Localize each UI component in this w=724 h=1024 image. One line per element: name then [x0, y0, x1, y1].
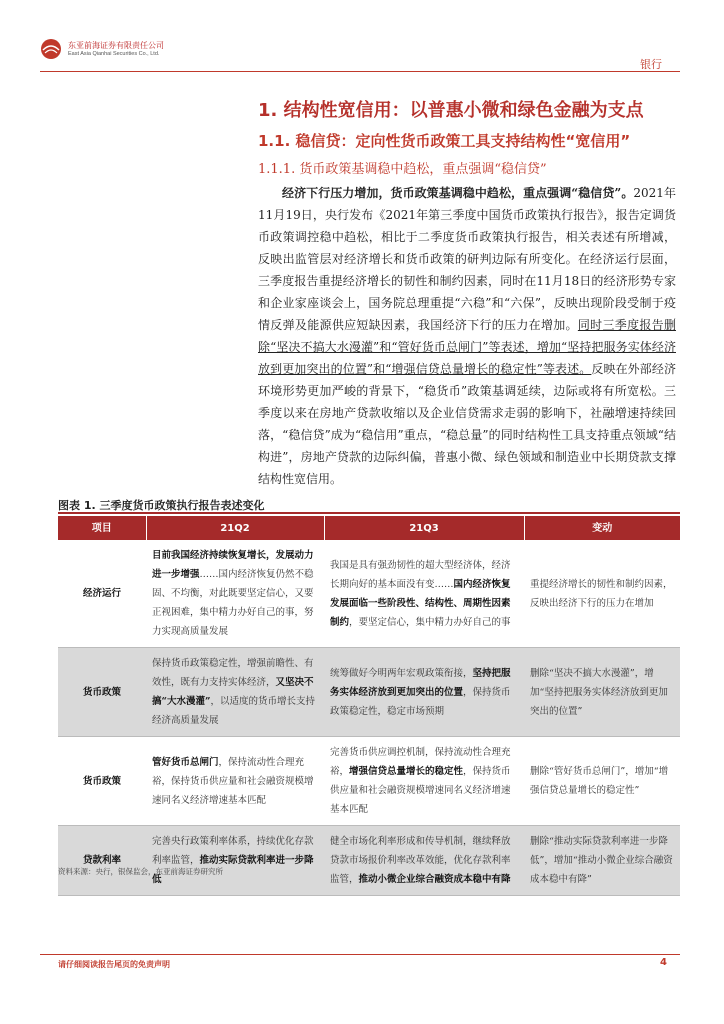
section-heading-2: 1.1. 稳信贷：定向性货币政策工具支持结构性“宽信用”	[258, 132, 631, 150]
header-change: 变动	[524, 516, 680, 540]
cell-text: ，保持流动性合理充裕，保持货币供应量和社会融资规模增速同名义经济增速基本匹配	[152, 756, 314, 806]
paragraph-part-1: 2021年11月19日，央行发布《2021年第三季度中国货币政策执行报告》，报告定调货币政策调控稳中趋松，相比于二季度货币政策执行报告，相关表述有所增减，反映出监管层对经济增长和货币政策的研判边际有所变化。在经济运行层面，三季度报告重提经济增长的韧性和制约因素，同时在11月18日的经济形势专家和企业家座谈会上，国务院总理重提“六稳”和“六保”，反映出现阶段受制于疫情反弹及能源供应短缺因素，我国经济下行的压力在增加。	[258, 186, 676, 332]
cell-text: 完善央行政策利率体系，持续优化存款利率监管，	[152, 836, 314, 866]
cell-text: ，要坚定信心，集中精力办好自己的事	[349, 616, 511, 628]
row-item: 货币政策	[58, 648, 146, 737]
cell-21q3	[324, 540, 524, 648]
figure-source: 资料来源：央行，银保监会，东亚前海证券研究所	[58, 867, 223, 876]
table-row	[58, 648, 680, 737]
paragraph-part-2: 反映在外部经济环境形势更加严峻的背景下，“稳货币”政策基调延续，边际或将有所宽松。三季度以来在房地产贷款收缩以及企业信贷需求走弱的影响下，社融增速持续回落，“稳信贷”成为“稳信用”重点，“稳总量”的同时结构性工具支持重点领域“结构进”，房地产贷款的边际纠偏，普惠小微、绿色领域和制造业中长期贷款支撑结构性宽信用。	[258, 362, 676, 486]
cell-text: 统筹做好今明两年宏观政策衔接，	[330, 667, 473, 679]
sector-label: 银行	[640, 58, 662, 71]
cell-21q2	[146, 540, 324, 648]
cell-text: 我国是具有强劲韧性的超大型经济体，经济长期向好的基本面没有变……	[330, 559, 511, 590]
row-item: 贷款利率	[58, 826, 146, 896]
company-name-en: East Asia Qianhai Securities Co., Ltd.	[68, 51, 160, 57]
cell-text: ，以适度的货币增长支持经济高质量发展	[152, 696, 315, 726]
cell-21q2	[146, 826, 324, 896]
cell-change: 删除“管好货币总闸门”，增加“增强信贷总量增长的稳定性”	[524, 737, 680, 826]
cell-bold-text: 增强信贷总量增长的稳定性	[349, 766, 464, 777]
section-heading-3: 1.1.1. 货币政策基调稳中趋松，重点强调“稳信贷”	[258, 162, 547, 177]
figure-title: 图表 1. 三季度货币政策执行报告表述变化	[58, 499, 265, 512]
cell-21q3	[324, 648, 524, 737]
header-item: 项目	[58, 516, 146, 540]
cell-change: 删除“推动实际贷款利率进一步降低”，增加“推动小微企业综合融资成本稳中有降”	[524, 826, 680, 896]
cell-21q2	[146, 737, 324, 826]
cell-text: 完善货币供应调控机制，保持流动性合理充裕，	[330, 747, 511, 777]
table-header-row	[58, 516, 680, 540]
section-heading-1: 1. 结构性宽信用：以普惠小微和绿色金融为支点	[258, 100, 644, 121]
company-logo-icon	[40, 38, 62, 60]
footer-divider	[40, 954, 680, 955]
cell-bold-text: 目前我国经济持续恢复增长，发展动力进一步增强	[152, 550, 314, 580]
paragraph-lead: 经济下行压力增加，货币政策基调稳中趋松，重点强调“稳信贷”。	[282, 186, 634, 200]
header-21q2: 21Q2	[146, 516, 324, 540]
row-item: 货币政策	[58, 737, 146, 826]
paragraph-underlined: 同时三季度报告删除“坚决不搞大水漫灌”和“管好货币总闸门”等表述，增加“坚持把服务实体经济放到更加突出的位置”和“增强信贷总量增长的稳定性”等表述。	[258, 318, 676, 376]
table-row	[58, 826, 680, 896]
cell-bold-text: 坚持把服务实体经济放到更加突出的位置	[330, 667, 511, 698]
page-header	[40, 38, 680, 72]
header-divider	[40, 71, 680, 72]
body-paragraph	[258, 182, 676, 490]
cell-bold-text: 国内经济恢复发展面临一些阶段性、结构性、周期性因素制约	[330, 578, 511, 628]
cell-bold-text: 管好货币总闸门	[152, 756, 219, 768]
cell-bold-text: 推动小微企业综合融资成本稳中有降	[358, 874, 511, 885]
cell-text: ，保持货币政策稳定性，稳定市场预期	[330, 686, 511, 717]
cell-text: 健全市场化利率形成和传导机制，继续释放贷款市场报价利率改革效能，优化存款利率监管，	[330, 836, 511, 885]
table-row	[58, 737, 680, 826]
policy-comparison-table	[58, 516, 680, 896]
cell-change: 删除“坚决不搞大水漫灌”，增加“坚持把服务实体经济放到更加突出的位置”	[524, 648, 680, 737]
header-21q3: 21Q3	[324, 516, 524, 540]
table-row	[58, 540, 680, 648]
cell-21q2	[146, 648, 324, 737]
footer-disclaimer: 请仔细阅读报告尾页的免责声明	[58, 960, 170, 969]
cell-21q3	[324, 826, 524, 896]
cell-text: ，保持货币供应量和社会融资规模增速同名义经济增速基本匹配	[330, 766, 511, 815]
cell-text: 保持货币政策稳定性，增强前瞻性、有效性，既有力支持实体经济，	[152, 658, 314, 688]
cell-21q3	[324, 737, 524, 826]
page-number: 4	[660, 957, 667, 968]
cell-bold-text: 又坚决不搞“大水漫灌”	[152, 677, 314, 707]
cell-bold-text: 推动实际贷款利率进一步降低	[152, 855, 314, 885]
cell-text: ……国内经济恢复仍然不稳固、不均衡，对此既要坚定信心，又要正视困难，集中精力办好自己的事，努力实现高质量发展	[152, 569, 314, 637]
cell-change: 重提经济增长的韧性和制约因素，反映出经济下行的压力在增加	[524, 540, 680, 648]
row-item: 经济运行	[58, 540, 146, 648]
figure-title-rule	[58, 512, 680, 514]
company-name-cn: 东亚前海证券有限责任公司	[68, 41, 164, 50]
